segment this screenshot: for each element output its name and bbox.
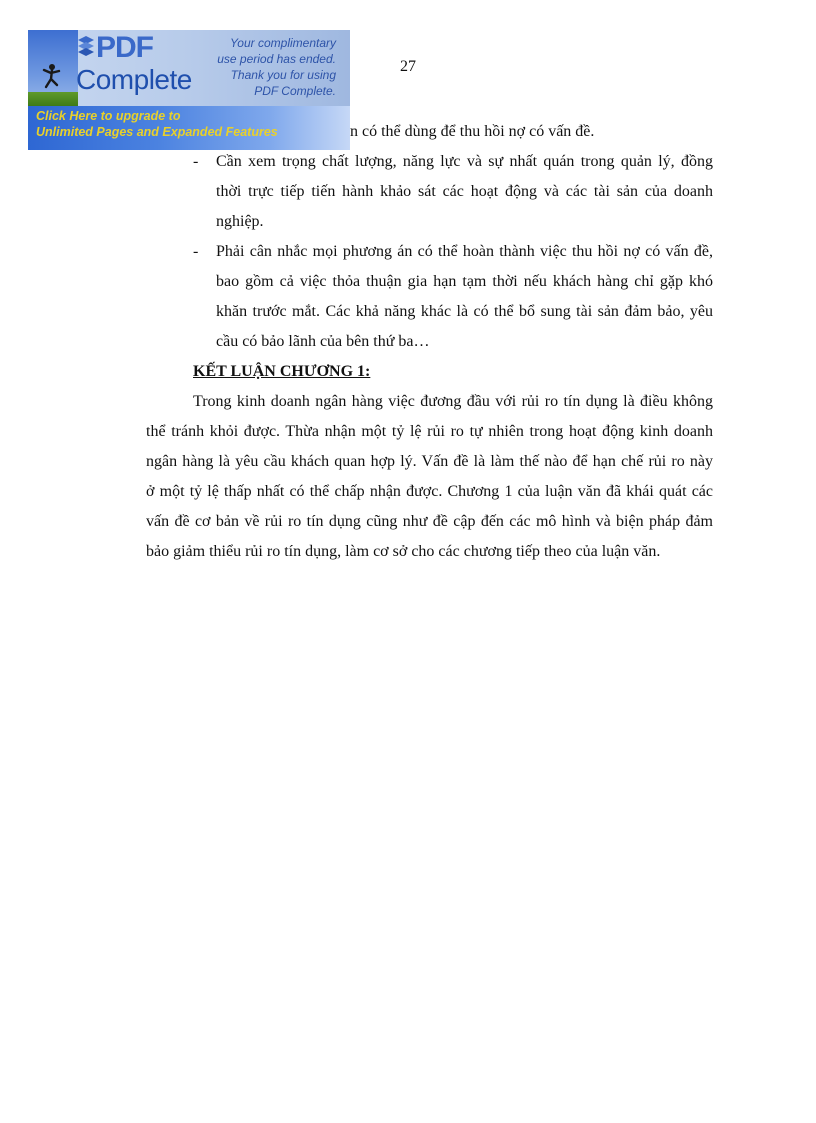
section-heading: KẾT LUẬN CHƯƠNG 1: — [193, 363, 371, 380]
paragraph-line: ngân hàng là yêu cầu khách quan hợp lý. Vấn đề là làm thế nào để hạn chế rủi ro này — [146, 453, 713, 470]
bullet-marker: - — [193, 153, 199, 170]
expired-message-line: PDF Complete. — [254, 84, 336, 98]
paragraph-line: ở một tỷ lệ thấp nhất có thể chấp nhận được. Chương 1 của luận văn đã khái quát các — [146, 483, 713, 500]
pdf-complete-upgrade-banner[interactable] — [28, 30, 350, 150]
jumping-figure-icon — [38, 62, 66, 90]
bullet-line: bao gồm cả việc thỏa thuận gia hạn tạm thời nếu khách hàng chỉ gặp khó — [216, 273, 713, 290]
upgrade-link-line[interactable]: Click Here to upgrade to — [36, 109, 181, 123]
brand-complete: Complete — [76, 64, 192, 95]
upgrade-link[interactable] — [36, 108, 278, 140]
paragraph-line: Trong kinh doanh ngân hàng việc đương đầu với rủi ro tín dụng là điều không — [193, 393, 713, 410]
brand-pdf: PDF — [96, 31, 153, 64]
paragraph-line: thể tránh khỏi được. Thừa nhận một tỷ lệ rủi ro tự nhiên trong hoạt động kinh doanh — [146, 423, 713, 440]
bullet-line: khăn trước mắt. Các khả năng khác là có thể bổ sung tài sản đảm bảo, yêu — [216, 303, 713, 320]
banner-top-panel[interactable] — [28, 30, 350, 106]
paragraph-line: bảo giảm thiểu rủi ro tín dụng, làm cơ sở cho các chương tiếp theo của luận văn. — [146, 543, 661, 560]
expired-message-line: Thank you for using — [230, 68, 336, 82]
page-number: 27 — [400, 58, 416, 75]
upgrade-link-line[interactable]: Unlimited Pages and Expanded Features — [36, 125, 278, 139]
pdf-complete-logo-icon — [76, 36, 96, 58]
bullet-line: thời trực tiếp tiến hành khảo sát các hoạt động và các tài sản của doanh — [216, 183, 713, 200]
bullet-line: Cần xem trọng chất lượng, năng lực và sự nhất quán trong quản lý, đồng — [216, 153, 713, 170]
paragraph-line: vấn đề cơ bản về rủi ro tín dụng cũng như đề cập đến các mô hình và biện pháp đảm — [146, 513, 713, 530]
expired-message — [186, 35, 336, 99]
body-line-partial: n có thể dùng để thu hồi nợ có vấn đề. — [350, 123, 595, 140]
expired-message-line: use period has ended. — [217, 52, 336, 66]
banner-grass-image — [28, 92, 78, 106]
bullet-marker: - — [193, 243, 199, 260]
bullet-line: nghiệp. — [216, 213, 264, 230]
expired-message-line: Your complimentary — [229, 36, 336, 50]
upgrade-link-bar[interactable] — [28, 106, 350, 150]
bullet-line: cầu có bảo lãnh của bên thứ ba… — [216, 333, 430, 350]
bullet-line: Phải cân nhắc mọi phương án có thể hoàn thành việc thu hồi nợ có vấn đề, — [216, 243, 713, 260]
